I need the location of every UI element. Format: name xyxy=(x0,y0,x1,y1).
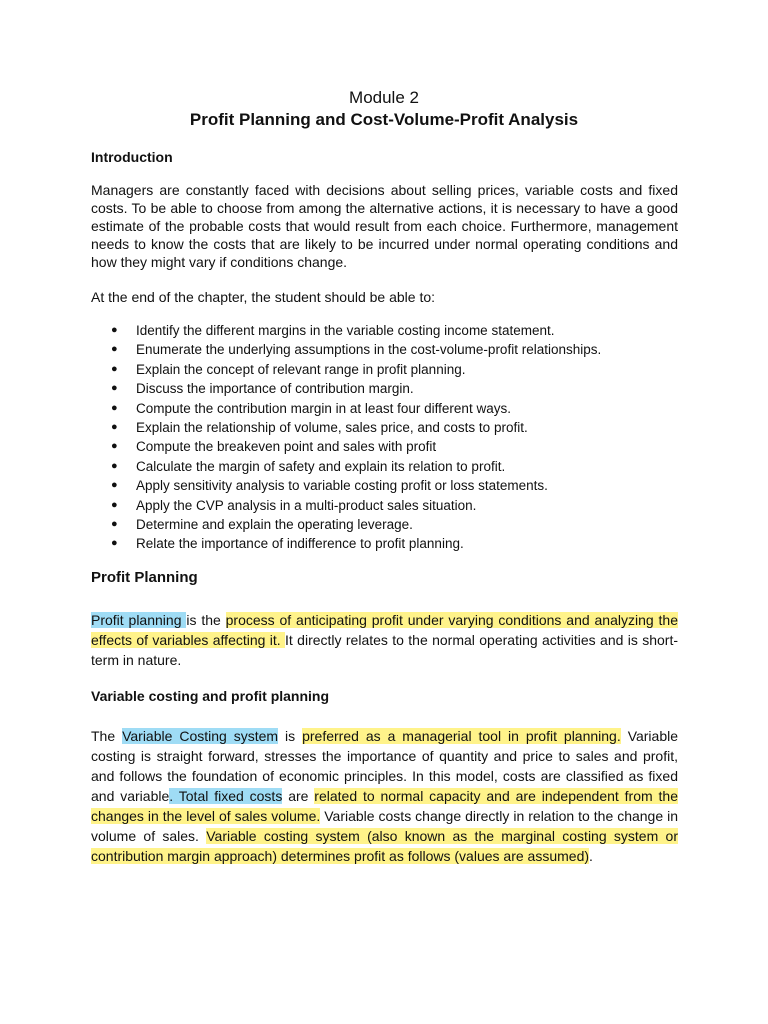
list-item: ● Apply the CVP analysis in a multi-product sales situation. xyxy=(91,496,601,515)
objectives-list xyxy=(91,321,601,554)
profit-planning-paragraph: Profit planning is the process of anticipating profit under varying conditions and analyzing the effects of variables affecting it. It directly relates to the normal operating activities and is short-term in nature. xyxy=(91,612,679,668)
bullet-icon: ● xyxy=(111,420,118,433)
highlight-term: Variable Costing system xyxy=(122,728,279,744)
list-item: ● Apply sensitivity analysis to variable costing profit or loss statements. xyxy=(91,476,601,495)
list-item: ● Compute the breakeven point and sales with profit xyxy=(91,437,601,456)
highlight-definition: preferred as a managerial tool in profit planning. xyxy=(302,728,621,744)
variable-costing-heading: Variable costing and profit planning xyxy=(91,688,330,704)
bullet-icon: ● xyxy=(111,517,118,530)
bullet-icon: ● xyxy=(111,479,118,492)
list-item: ● Compute the contribution margin in at least four different ways. xyxy=(91,399,601,418)
bullet-icon: ● xyxy=(111,401,118,414)
profit-planning-heading: Profit Planning xyxy=(91,569,198,586)
list-item: ● Determine and explain the operating leverage. xyxy=(91,515,601,534)
bullet-icon: ● xyxy=(111,324,118,336)
highlight-definition: related to normal capacity and are independent from the changes in the level of sales volume. xyxy=(91,788,678,824)
page-title: Profit Planning and Cost-Volume-Profit Analysis xyxy=(189,110,579,129)
introduction-heading: Introduction xyxy=(91,149,173,165)
list-item: ● Calculate the margin of safety and explain its relation to profit. xyxy=(91,457,601,476)
module-label: Module 2 xyxy=(349,88,419,107)
list-item: ● Explain the relationship of volume, sales price, and costs to profit. xyxy=(91,418,601,437)
list-item: ● Discuss the importance of contribution margin. xyxy=(91,379,601,398)
highlight-term: . Total fixed costs xyxy=(169,788,283,804)
list-item: ● Identify the different margins in the variable costing income statement. xyxy=(91,321,601,340)
list-item: ● Relate the importance of indifference to profit planning. xyxy=(91,534,601,553)
list-item: ● Explain the concept of relevant range in profit planning. xyxy=(91,360,601,379)
highlight-definition: Variable costing system (also known as the marginal costing system or contribution margin approach) determines profit as follows (values are assumed) xyxy=(91,828,678,864)
objectives-intro: At the end of the chapter, the student should be able to: xyxy=(91,289,436,305)
bullet-icon: ● xyxy=(111,382,118,395)
bullet-icon: ● xyxy=(111,459,118,472)
bullet-icon: ● xyxy=(111,362,118,375)
list-item: ● Enumerate the underlying assumptions in the cost-volume-profit relationships. xyxy=(91,340,601,359)
highlight-definition: process of anticipating profit under varying conditions and analyzing the effects of variables affecting it. xyxy=(91,612,678,648)
bullet-icon: ● xyxy=(111,343,118,356)
highlight-term: Profit planning xyxy=(91,612,187,628)
bullet-icon: ● xyxy=(111,537,118,550)
variable-costing-paragraph: The Variable Costing system is preferred as a managerial tool in profit planning. Variable costing is straight forward, stresses the importance of quantity and price to sales and profit, and follows the foundation of economic principles. In this model, costs are classified as fixed and variable. Total fixed costs are related to normal capacity and are independent from the changes in the level of sales volume. Variable costs change directly in relation to the change in volume of sales. Variable costing system (also known as the marginal costing system or contribution margin approach) determines profit as follows (values are assumed). xyxy=(91,728,679,864)
bullet-icon: ● xyxy=(111,498,118,511)
introduction-paragraph: Managers are constantly faced with decisions about selling prices, variable costs and fixed costs. To be able to choose from among the alternative actions, it is necessary to have a good estimate of the probable costs that would result from each choice. Furthermore, management needs to know the costs that are likely to be incurred under normal operating conditions and how they might vary if conditions change. xyxy=(91,182,678,270)
bullet-icon: ● xyxy=(111,440,118,453)
